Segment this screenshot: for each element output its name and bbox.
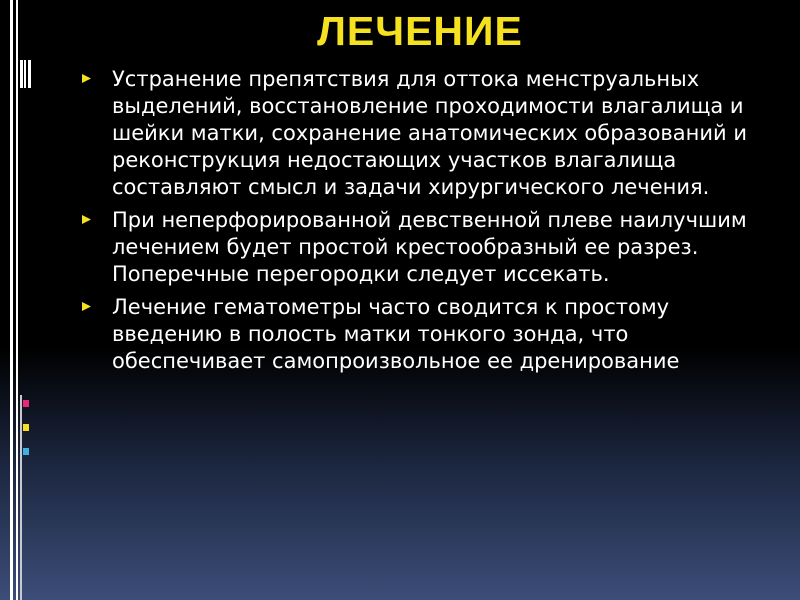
triangle-bullet-icon xyxy=(82,302,91,311)
slide-title: ЛЕЧЕНИЕ xyxy=(317,8,523,54)
strip-mark xyxy=(23,400,29,407)
list-item-text: Лечение гематометры часто сводится к простому введению в полость матки тонкого зонда, что обеспечивает самопроизвольное ее дренирование xyxy=(112,295,680,373)
strip-bar xyxy=(16,0,18,600)
triangle-bullet-icon xyxy=(82,215,91,224)
list-item xyxy=(82,207,782,288)
strip-bar xyxy=(24,60,26,88)
strip-mark xyxy=(23,448,29,455)
decorative-strip xyxy=(6,0,36,600)
list-item xyxy=(82,294,782,375)
strip-bar xyxy=(20,395,22,600)
bullet-list xyxy=(82,66,782,381)
strip-bar xyxy=(28,60,31,88)
list-item-text: При неперфорированной девственной плеве наилучшим лечением будет простой крестообразный ее разрез. Поперечные перегородки следует иссекать. xyxy=(112,208,747,286)
strip-mark xyxy=(23,424,29,431)
strip-bar xyxy=(10,0,13,600)
list-item xyxy=(82,66,782,201)
list-item-text: Устранение препятствия для оттока менструальных выделений, восстановление проходимости влагалища и шейки матки, сохранение анатомических образований и реконструкция недостающих участков влагалища составляют смысл и задачи хирургического лечения. xyxy=(112,67,748,199)
strip-bar xyxy=(20,60,23,88)
triangle-bullet-icon xyxy=(82,74,91,83)
